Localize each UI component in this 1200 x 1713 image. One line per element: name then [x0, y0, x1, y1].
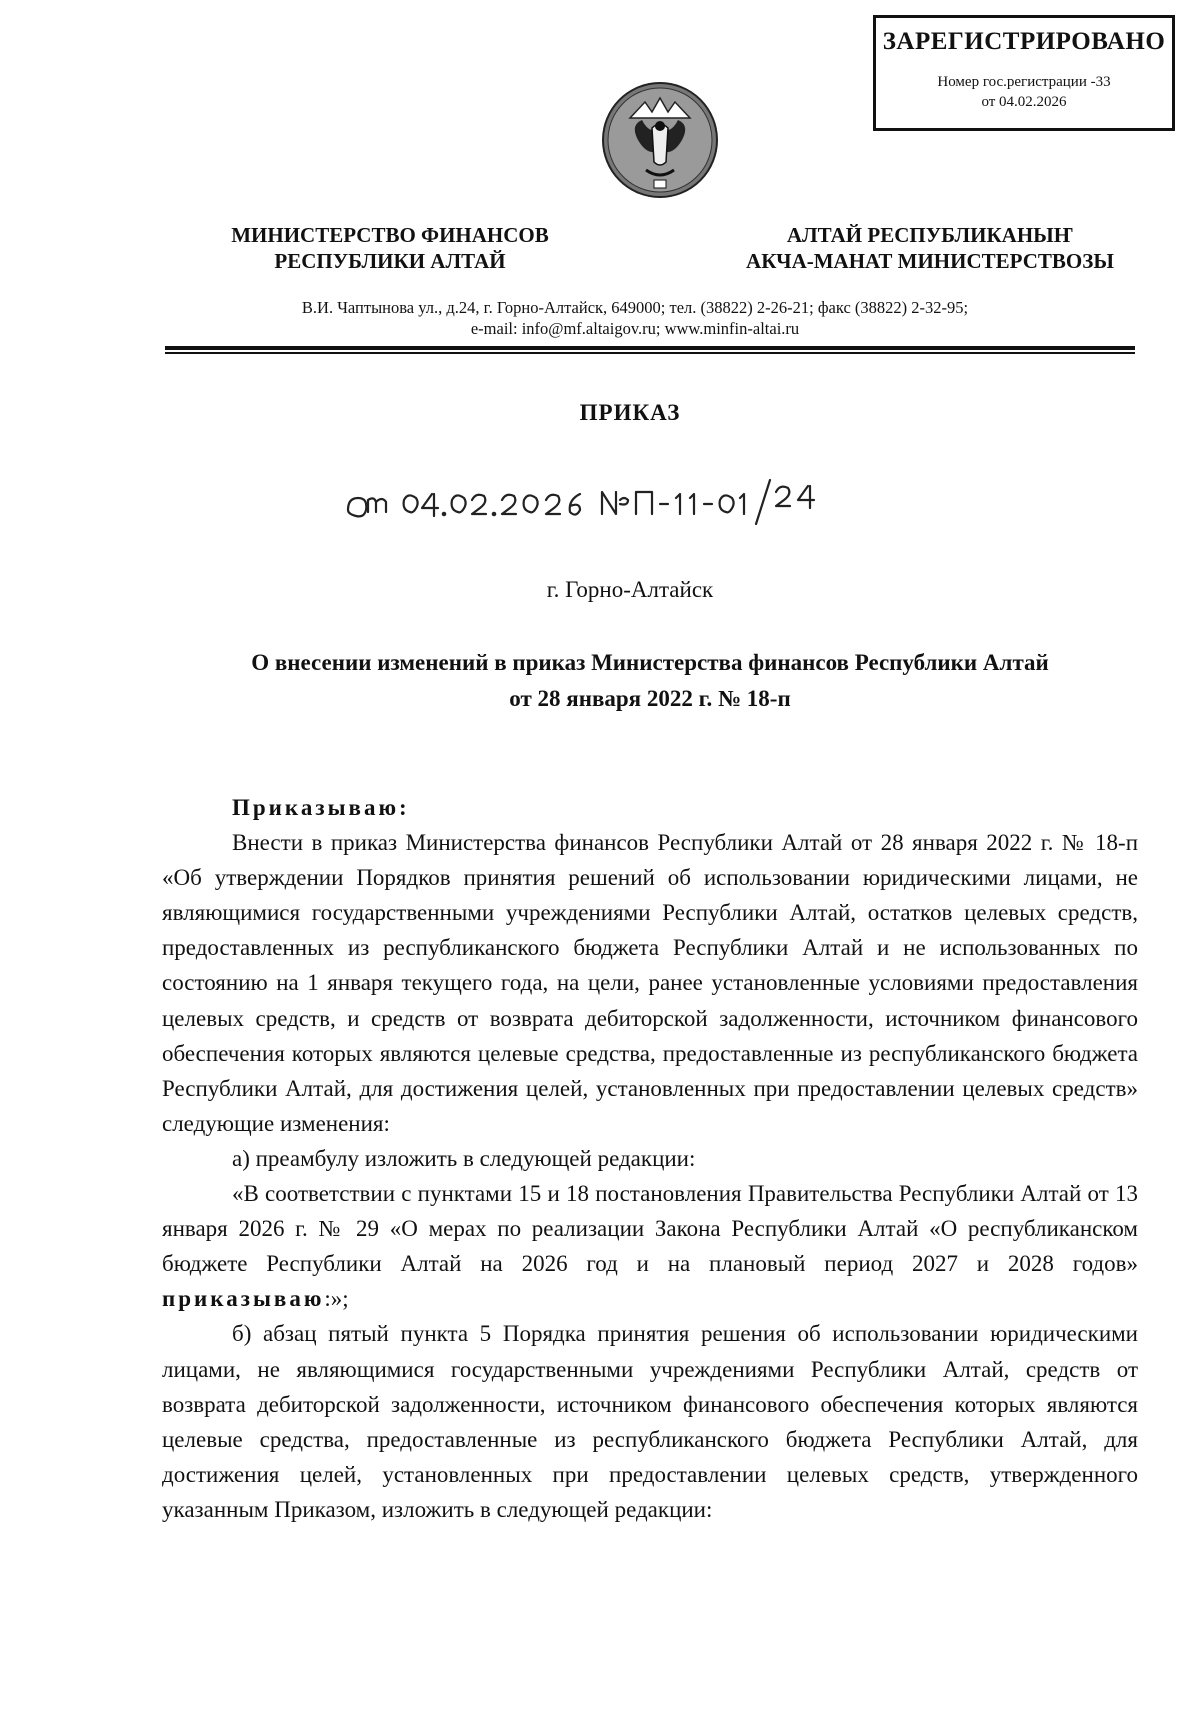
ministry-name-alt-line1: АЛТАЙ РЕСПУБЛИКАНЫҤ	[786, 223, 1074, 247]
stamp-reg-date: от 04.02.2026	[981, 94, 1067, 110]
document-type-title: ПРИКАЗ	[579, 400, 681, 425]
paragraph-3	[162, 1176, 1138, 1316]
order-word: Приказываю:	[232, 795, 410, 820]
paragraph-2: а) преамбулу изложить в следующей редакции:	[232, 1145, 696, 1171]
stamp-reg-number: Номер гос.регистрации -33	[937, 74, 1111, 90]
coat-of-arms-icon	[600, 80, 720, 200]
paragraph-3-tail: :»;	[324, 1286, 349, 1312]
paragraph-3-text: «В соответствии с пунктами 15 и 18 постановления Правительства Республики Алтай от 13 января 2026 г. № 29 «О мерах по реализации Закона Республики Алтай «О республиканском бюджете Республики Алтай на 2026 год и на плановый период 2027 и 2028 годов»	[162, 1181, 1138, 1277]
subject-line-1: О внесении изменений в приказ Министерства финансов Республики Алтай	[251, 650, 1049, 675]
ministry-name-alt-line2: АКЧА-МАНАТ МИНИСТЕРСТВОЗЫ	[746, 249, 1114, 273]
paragraph-3-order-word: приказываю	[162, 1286, 325, 1312]
address-line: В.И. Чаптынова ул., д.24, г. Горно-Алтайск, 649000; тел. (38822) 2-26-21; факс (38822) 2-32-95;	[301, 298, 969, 317]
contacts-line: e-mail: info@mf.altaigov.ru; www.minfin-altai.ru	[470, 319, 800, 338]
handwritten-date-number	[340, 472, 860, 532]
registration-stamp	[873, 15, 1175, 131]
paragraph-1: Внести в приказ Министерства финансов Республики Алтай от 28 января 2022 г. № 18-п «Об утверждении Порядков принятия решений об использовании юридическими лицами, не являющимися государственными учреждениями Республики Алтай, остатков целевых средств, предоставленных из республиканского бюджета Республики Алтай и не использованных по состоянию на 1 января текущего года, на цели, ранее установленные условиями предоставления целевых средств, и средств от возврата дебиторской задолженности, источником финансового обеспечения которых являются целевые средства, предоставленные из республиканского бюджета Республики Алтай, для достижения целей, установленных при предоставлении целевых средств» следующие изменения:	[162, 830, 1138, 1136]
ministry-name-ru-line1: МИНИСТЕРСТВО ФИНАНСОВ	[231, 223, 549, 247]
document-subject	[160, 645, 1140, 717]
header-divider-thick	[165, 346, 1135, 350]
ministry-name-russian	[200, 222, 580, 274]
header-divider-thin	[165, 352, 1135, 354]
ministry-name-ru-line2: РЕСПУБЛИКИ АЛТАЙ	[274, 249, 506, 273]
stamp-title: ЗАРЕГИСТРИРОВАНО	[882, 28, 1166, 55]
city-line: г. Горно-Алтайск	[546, 577, 714, 602]
ministry-name-altai	[720, 222, 1140, 274]
paragraph-4: б) абзац пятый пункта 5 Порядка принятия решения об использовании юридическими лицами, не являющимися государственными учреждениями Республики Алтай, средств от возврата дебиторской задолженности, источником финансового обеспечения которых являются целевые средства, предоставленные из республиканского бюджета Республики Алтай, для достижения целей, установленных при предоставлении целевых средств, утвержденного указанным Приказом, изложить в следующей редакции:	[162, 1321, 1138, 1522]
contact-address	[150, 297, 1120, 339]
subject-line-2: от 28 января 2022 г. № 18-п	[509, 686, 791, 711]
document-body	[162, 790, 1138, 1527]
